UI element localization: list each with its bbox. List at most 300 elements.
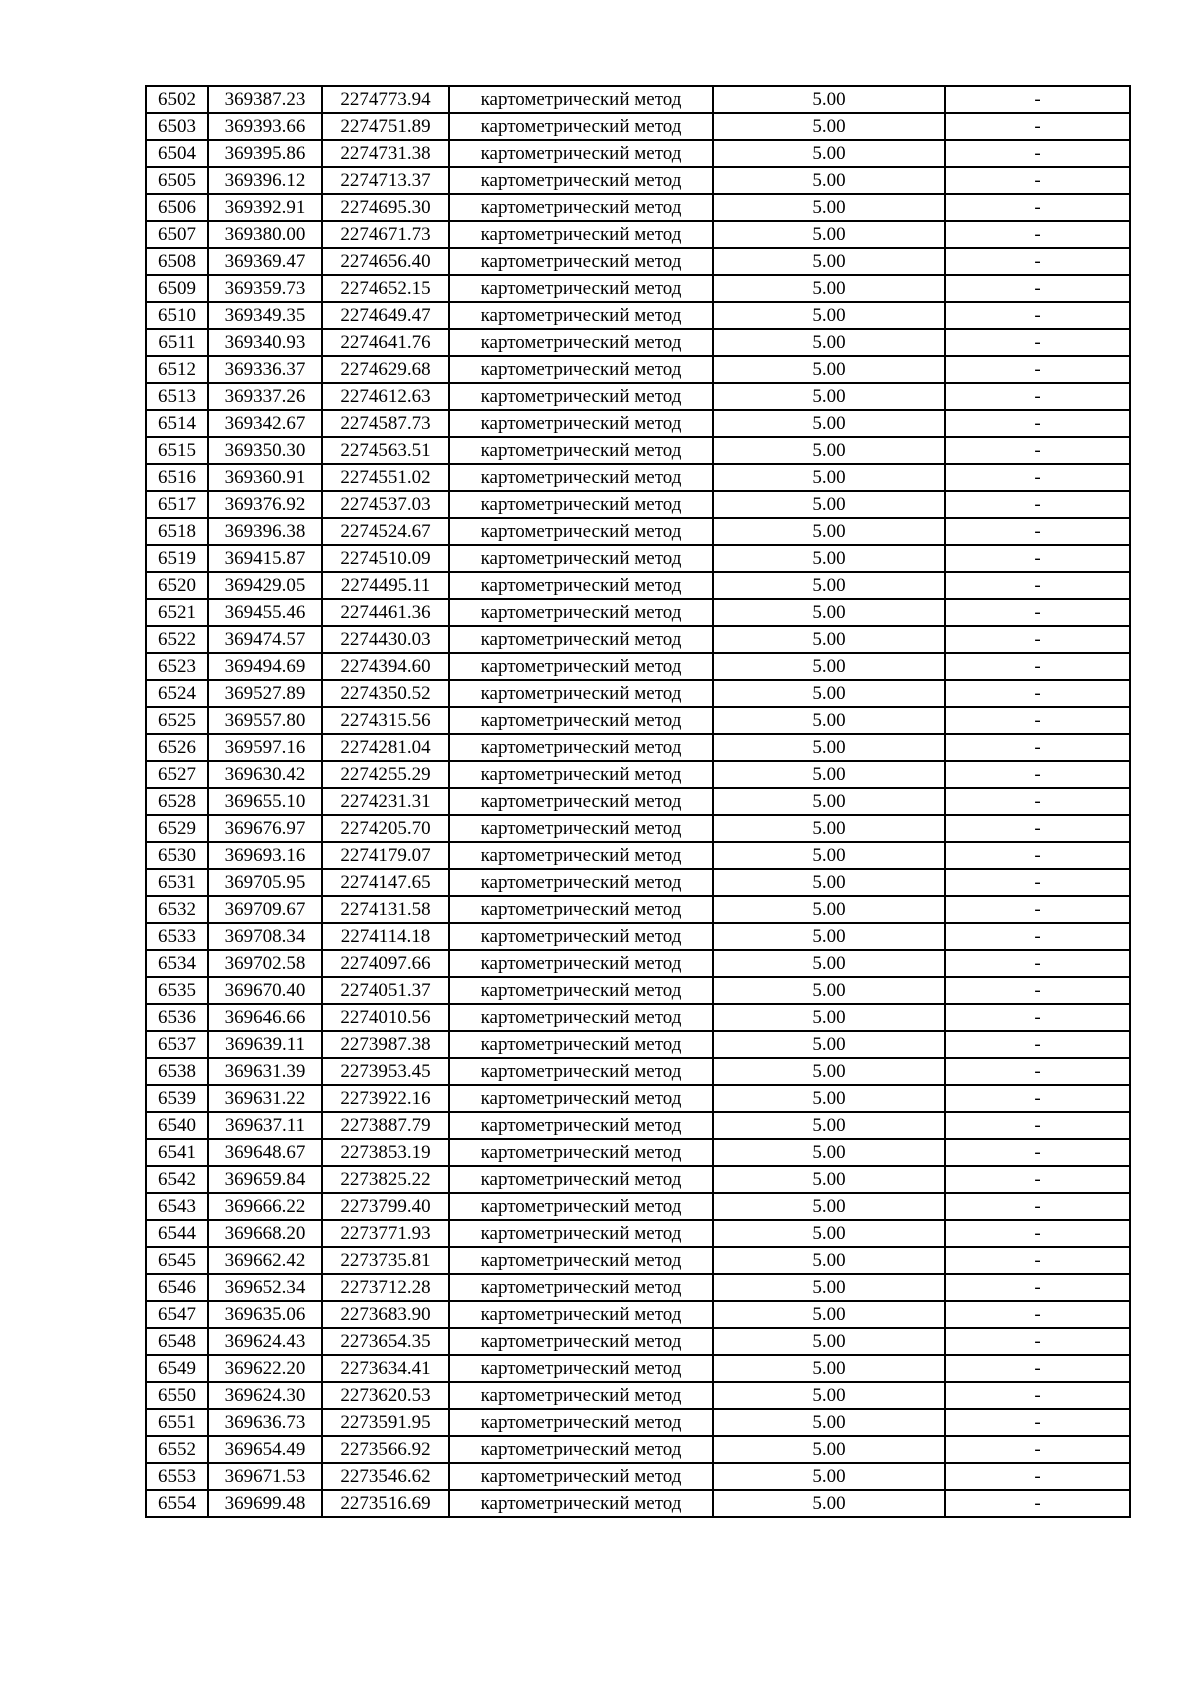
y-coordinate-cell: 2274695.30 [322, 194, 449, 221]
table-row [146, 1220, 1130, 1247]
x-coordinate-cell: 369652.34 [208, 1274, 322, 1301]
x-coordinate-cell: 369557.80 [208, 707, 322, 734]
note-cell: - [945, 1004, 1130, 1031]
note-cell: - [945, 1031, 1130, 1058]
y-coordinate-cell: 2274713.37 [322, 167, 449, 194]
method-cell: картометрический метод [449, 302, 713, 329]
method-cell: картометрический метод [449, 599, 713, 626]
point-number-cell: 6511 [146, 329, 208, 356]
table-row [146, 437, 1130, 464]
accuracy-cell: 5.00 [713, 1139, 945, 1166]
y-coordinate-cell: 2273922.16 [322, 1085, 449, 1112]
table-row [146, 248, 1130, 275]
table-row [146, 329, 1130, 356]
note-cell: - [945, 221, 1130, 248]
x-coordinate-cell: 369624.43 [208, 1328, 322, 1355]
point-number-cell: 6512 [146, 356, 208, 383]
method-cell: картометрический метод [449, 788, 713, 815]
method-cell: картометрический метод [449, 248, 713, 275]
point-number-cell: 6523 [146, 653, 208, 680]
accuracy-cell: 5.00 [713, 329, 945, 356]
x-coordinate-cell: 369349.35 [208, 302, 322, 329]
point-number-cell: 6524 [146, 680, 208, 707]
x-coordinate-cell: 369376.92 [208, 491, 322, 518]
point-number-cell: 6551 [146, 1409, 208, 1436]
table-row [146, 869, 1130, 896]
y-coordinate-cell: 2274495.11 [322, 572, 449, 599]
y-coordinate-cell: 2274231.31 [322, 788, 449, 815]
note-cell: - [945, 1301, 1130, 1328]
y-coordinate-cell: 2274315.56 [322, 707, 449, 734]
note-cell: - [945, 761, 1130, 788]
x-coordinate-cell: 369340.93 [208, 329, 322, 356]
x-coordinate-cell: 369395.86 [208, 140, 322, 167]
accuracy-cell: 5.00 [713, 653, 945, 680]
accuracy-cell: 5.00 [713, 167, 945, 194]
method-cell: картометрический метод [449, 437, 713, 464]
method-cell: картометрический метод [449, 1328, 713, 1355]
point-number-cell: 6534 [146, 950, 208, 977]
point-number-cell: 6545 [146, 1247, 208, 1274]
point-number-cell: 6525 [146, 707, 208, 734]
x-coordinate-cell: 369635.06 [208, 1301, 322, 1328]
method-cell: картометрический метод [449, 1031, 713, 1058]
table-row [146, 356, 1130, 383]
note-cell: - [945, 734, 1130, 761]
accuracy-cell: 5.00 [713, 464, 945, 491]
x-coordinate-cell: 369380.00 [208, 221, 322, 248]
method-cell: картометрический метод [449, 518, 713, 545]
note-cell: - [945, 275, 1130, 302]
note-cell: - [945, 869, 1130, 896]
x-coordinate-cell: 369387.23 [208, 86, 322, 113]
x-coordinate-cell: 369636.73 [208, 1409, 322, 1436]
point-number-cell: 6540 [146, 1112, 208, 1139]
y-coordinate-cell: 2274629.68 [322, 356, 449, 383]
accuracy-cell: 5.00 [713, 1112, 945, 1139]
x-coordinate-cell: 369455.46 [208, 599, 322, 626]
table-row [146, 1301, 1130, 1328]
accuracy-cell: 5.00 [713, 518, 945, 545]
y-coordinate-cell: 2273953.45 [322, 1058, 449, 1085]
point-number-cell: 6513 [146, 383, 208, 410]
y-coordinate-cell: 2274097.66 [322, 950, 449, 977]
table-row [146, 1409, 1130, 1436]
x-coordinate-cell: 369360.91 [208, 464, 322, 491]
method-cell: картометрический метод [449, 275, 713, 302]
note-cell: - [945, 302, 1130, 329]
point-number-cell: 6542 [146, 1166, 208, 1193]
y-coordinate-cell: 2274773.94 [322, 86, 449, 113]
accuracy-cell: 5.00 [713, 1490, 945, 1517]
accuracy-cell: 5.00 [713, 707, 945, 734]
accuracy-cell: 5.00 [713, 1220, 945, 1247]
table-row [146, 1274, 1130, 1301]
note-cell: - [945, 1058, 1130, 1085]
table-row [146, 1085, 1130, 1112]
note-cell: - [945, 518, 1130, 545]
y-coordinate-cell: 2273566.92 [322, 1436, 449, 1463]
x-coordinate-cell: 369670.40 [208, 977, 322, 1004]
accuracy-cell: 5.00 [713, 437, 945, 464]
table-row [146, 1328, 1130, 1355]
x-coordinate-cell: 369668.20 [208, 1220, 322, 1247]
table-row [146, 221, 1130, 248]
accuracy-cell: 5.00 [713, 599, 945, 626]
x-coordinate-cell: 369527.89 [208, 680, 322, 707]
note-cell: - [945, 1085, 1130, 1112]
table-row [146, 275, 1130, 302]
point-number-cell: 6506 [146, 194, 208, 221]
table-row [146, 1112, 1130, 1139]
y-coordinate-cell: 2274671.73 [322, 221, 449, 248]
point-number-cell: 6535 [146, 977, 208, 1004]
table-row [146, 923, 1130, 950]
method-cell: картометрический метод [449, 1355, 713, 1382]
point-number-cell: 6518 [146, 518, 208, 545]
note-cell: - [945, 1490, 1130, 1517]
y-coordinate-cell: 2274205.70 [322, 815, 449, 842]
note-cell: - [945, 140, 1130, 167]
table-row [146, 302, 1130, 329]
accuracy-cell: 5.00 [713, 734, 945, 761]
note-cell: - [945, 356, 1130, 383]
y-coordinate-cell: 2273853.19 [322, 1139, 449, 1166]
method-cell: картометрический метод [449, 680, 713, 707]
y-coordinate-cell: 2274461.36 [322, 599, 449, 626]
x-coordinate-cell: 369415.87 [208, 545, 322, 572]
method-cell: картометрический метод [449, 1193, 713, 1220]
note-cell: - [945, 1247, 1130, 1274]
method-cell: картометрический метод [449, 572, 713, 599]
y-coordinate-cell: 2273825.22 [322, 1166, 449, 1193]
point-number-cell: 6530 [146, 842, 208, 869]
x-coordinate-cell: 369702.58 [208, 950, 322, 977]
table-row [146, 734, 1130, 761]
y-coordinate-cell: 2274731.38 [322, 140, 449, 167]
accuracy-cell: 5.00 [713, 1328, 945, 1355]
note-cell: - [945, 680, 1130, 707]
method-cell: картометрический метод [449, 1301, 713, 1328]
point-number-cell: 6533 [146, 923, 208, 950]
note-cell: - [945, 842, 1130, 869]
accuracy-cell: 5.00 [713, 1409, 945, 1436]
method-cell: картометрический метод [449, 545, 713, 572]
y-coordinate-cell: 2274394.60 [322, 653, 449, 680]
y-coordinate-cell: 2274537.03 [322, 491, 449, 518]
point-number-cell: 6536 [146, 1004, 208, 1031]
y-coordinate-cell: 2273987.38 [322, 1031, 449, 1058]
x-coordinate-cell: 369494.69 [208, 653, 322, 680]
point-number-cell: 6548 [146, 1328, 208, 1355]
x-coordinate-cell: 369392.91 [208, 194, 322, 221]
accuracy-cell: 5.00 [713, 491, 945, 518]
accuracy-cell: 5.00 [713, 977, 945, 1004]
point-number-cell: 6546 [146, 1274, 208, 1301]
table-row [146, 599, 1130, 626]
accuracy-cell: 5.00 [713, 86, 945, 113]
table-body [146, 86, 1130, 1517]
x-coordinate-cell: 369474.57 [208, 626, 322, 653]
table-row [146, 167, 1130, 194]
table-row [146, 788, 1130, 815]
method-cell: картометрический метод [449, 1274, 713, 1301]
table-row [146, 1193, 1130, 1220]
table-row [146, 518, 1130, 545]
table-row [146, 383, 1130, 410]
y-coordinate-cell: 2274430.03 [322, 626, 449, 653]
point-number-cell: 6527 [146, 761, 208, 788]
x-coordinate-cell: 369693.16 [208, 842, 322, 869]
table-row [146, 626, 1130, 653]
y-coordinate-cell: 2274114.18 [322, 923, 449, 950]
point-number-cell: 6531 [146, 869, 208, 896]
method-cell: картометрический метод [449, 1409, 713, 1436]
note-cell: - [945, 1220, 1130, 1247]
note-cell: - [945, 1193, 1130, 1220]
accuracy-cell: 5.00 [713, 275, 945, 302]
method-cell: картометрический метод [449, 221, 713, 248]
point-number-cell: 6505 [146, 167, 208, 194]
method-cell: картометрический метод [449, 194, 713, 221]
point-number-cell: 6517 [146, 491, 208, 518]
method-cell: картометрический метод [449, 653, 713, 680]
table-row [146, 1004, 1130, 1031]
y-coordinate-cell: 2273771.93 [322, 1220, 449, 1247]
accuracy-cell: 5.00 [713, 221, 945, 248]
y-coordinate-cell: 2274551.02 [322, 464, 449, 491]
point-number-cell: 6547 [146, 1301, 208, 1328]
note-cell: - [945, 950, 1130, 977]
accuracy-cell: 5.00 [713, 815, 945, 842]
y-coordinate-cell: 2274563.51 [322, 437, 449, 464]
x-coordinate-cell: 369639.11 [208, 1031, 322, 1058]
method-cell: картометрический метод [449, 815, 713, 842]
x-coordinate-cell: 369369.47 [208, 248, 322, 275]
note-cell: - [945, 626, 1130, 653]
note-cell: - [945, 707, 1130, 734]
x-coordinate-cell: 369637.11 [208, 1112, 322, 1139]
table-row [146, 680, 1130, 707]
accuracy-cell: 5.00 [713, 1166, 945, 1193]
note-cell: - [945, 1274, 1130, 1301]
accuracy-cell: 5.00 [713, 842, 945, 869]
accuracy-cell: 5.00 [713, 680, 945, 707]
y-coordinate-cell: 2273620.53 [322, 1382, 449, 1409]
coordinates-table [145, 85, 1131, 1518]
accuracy-cell: 5.00 [713, 626, 945, 653]
note-cell: - [945, 437, 1130, 464]
table-row [146, 113, 1130, 140]
x-coordinate-cell: 369631.22 [208, 1085, 322, 1112]
table-row [146, 842, 1130, 869]
note-cell: - [945, 1463, 1130, 1490]
method-cell: картометрический метод [449, 1004, 713, 1031]
accuracy-cell: 5.00 [713, 410, 945, 437]
x-coordinate-cell: 369709.67 [208, 896, 322, 923]
point-number-cell: 6554 [146, 1490, 208, 1517]
y-coordinate-cell: 2274147.65 [322, 869, 449, 896]
accuracy-cell: 5.00 [713, 1463, 945, 1490]
note-cell: - [945, 923, 1130, 950]
method-cell: картометрический метод [449, 977, 713, 1004]
point-number-cell: 6549 [146, 1355, 208, 1382]
table-row [146, 653, 1130, 680]
y-coordinate-cell: 2274612.63 [322, 383, 449, 410]
x-coordinate-cell: 369655.10 [208, 788, 322, 815]
accuracy-cell: 5.00 [713, 545, 945, 572]
method-cell: картометрический метод [449, 707, 713, 734]
note-cell: - [945, 329, 1130, 356]
x-coordinate-cell: 369662.42 [208, 1247, 322, 1274]
y-coordinate-cell: 2274350.52 [322, 680, 449, 707]
table-row [146, 86, 1130, 113]
method-cell: картометрический метод [449, 1139, 713, 1166]
x-coordinate-cell: 369342.67 [208, 410, 322, 437]
accuracy-cell: 5.00 [713, 113, 945, 140]
method-cell: картометрический метод [449, 140, 713, 167]
accuracy-cell: 5.00 [713, 761, 945, 788]
note-cell: - [945, 464, 1130, 491]
x-coordinate-cell: 369350.30 [208, 437, 322, 464]
y-coordinate-cell: 2273712.28 [322, 1274, 449, 1301]
point-number-cell: 6510 [146, 302, 208, 329]
accuracy-cell: 5.00 [713, 1274, 945, 1301]
x-coordinate-cell: 369337.26 [208, 383, 322, 410]
method-cell: картометрический метод [449, 923, 713, 950]
y-coordinate-cell: 2273683.90 [322, 1301, 449, 1328]
x-coordinate-cell: 369359.73 [208, 275, 322, 302]
note-cell: - [945, 1112, 1130, 1139]
point-number-cell: 6550 [146, 1382, 208, 1409]
y-coordinate-cell: 2274255.29 [322, 761, 449, 788]
accuracy-cell: 5.00 [713, 1193, 945, 1220]
accuracy-cell: 5.00 [713, 950, 945, 977]
point-number-cell: 6514 [146, 410, 208, 437]
x-coordinate-cell: 369429.05 [208, 572, 322, 599]
accuracy-cell: 5.00 [713, 1004, 945, 1031]
note-cell: - [945, 977, 1130, 1004]
x-coordinate-cell: 369659.84 [208, 1166, 322, 1193]
point-number-cell: 6538 [146, 1058, 208, 1085]
table-row [146, 1139, 1130, 1166]
table-row [146, 1355, 1130, 1382]
point-number-cell: 6532 [146, 896, 208, 923]
accuracy-cell: 5.00 [713, 788, 945, 815]
method-cell: картометрический метод [449, 113, 713, 140]
point-number-cell: 6529 [146, 815, 208, 842]
table-row [146, 491, 1130, 518]
note-cell: - [945, 1355, 1130, 1382]
table-row [146, 1382, 1130, 1409]
x-coordinate-cell: 369666.22 [208, 1193, 322, 1220]
table-row [146, 410, 1130, 437]
accuracy-cell: 5.00 [713, 194, 945, 221]
method-cell: картометрический метод [449, 1247, 713, 1274]
point-number-cell: 6520 [146, 572, 208, 599]
point-number-cell: 6544 [146, 1220, 208, 1247]
method-cell: картометрический метод [449, 1490, 713, 1517]
y-coordinate-cell: 2274587.73 [322, 410, 449, 437]
table-row [146, 194, 1130, 221]
point-number-cell: 6509 [146, 275, 208, 302]
point-number-cell: 6504 [146, 140, 208, 167]
point-number-cell: 6539 [146, 1085, 208, 1112]
note-cell: - [945, 788, 1130, 815]
point-number-cell: 6522 [146, 626, 208, 653]
accuracy-cell: 5.00 [713, 572, 945, 599]
accuracy-cell: 5.00 [713, 896, 945, 923]
x-coordinate-cell: 369393.66 [208, 113, 322, 140]
accuracy-cell: 5.00 [713, 869, 945, 896]
x-coordinate-cell: 369705.95 [208, 869, 322, 896]
y-coordinate-cell: 2273887.79 [322, 1112, 449, 1139]
table-row [146, 1058, 1130, 1085]
note-cell: - [945, 491, 1130, 518]
accuracy-cell: 5.00 [713, 248, 945, 275]
y-coordinate-cell: 2274010.56 [322, 1004, 449, 1031]
accuracy-cell: 5.00 [713, 1031, 945, 1058]
method-cell: картометрический метод [449, 1436, 713, 1463]
point-number-cell: 6553 [146, 1463, 208, 1490]
method-cell: картометрический метод [449, 1085, 713, 1112]
table-row [146, 464, 1130, 491]
point-number-cell: 6552 [146, 1436, 208, 1463]
y-coordinate-cell: 2274641.76 [322, 329, 449, 356]
method-cell: картометрический метод [449, 1166, 713, 1193]
x-coordinate-cell: 369676.97 [208, 815, 322, 842]
method-cell: картометрический метод [449, 1058, 713, 1085]
accuracy-cell: 5.00 [713, 1355, 945, 1382]
x-coordinate-cell: 369654.49 [208, 1436, 322, 1463]
point-number-cell: 6515 [146, 437, 208, 464]
method-cell: картометрический метод [449, 86, 713, 113]
note-cell: - [945, 167, 1130, 194]
x-coordinate-cell: 369624.30 [208, 1382, 322, 1409]
method-cell: картометрический метод [449, 1463, 713, 1490]
note-cell: - [945, 194, 1130, 221]
note-cell: - [945, 86, 1130, 113]
point-number-cell: 6516 [146, 464, 208, 491]
method-cell: картометрический метод [449, 464, 713, 491]
y-coordinate-cell: 2273516.69 [322, 1490, 449, 1517]
table-row [146, 1463, 1130, 1490]
x-coordinate-cell: 369396.12 [208, 167, 322, 194]
method-cell: картометрический метод [449, 1112, 713, 1139]
method-cell: картометрический метод [449, 410, 713, 437]
accuracy-cell: 5.00 [713, 1085, 945, 1112]
y-coordinate-cell: 2274131.58 [322, 896, 449, 923]
point-number-cell: 6519 [146, 545, 208, 572]
table-row [146, 1166, 1130, 1193]
method-cell: картометрический метод [449, 896, 713, 923]
y-coordinate-cell: 2274281.04 [322, 734, 449, 761]
table-row [146, 707, 1130, 734]
point-number-cell: 6537 [146, 1031, 208, 1058]
table-row [146, 140, 1130, 167]
x-coordinate-cell: 369671.53 [208, 1463, 322, 1490]
x-coordinate-cell: 369622.20 [208, 1355, 322, 1382]
table-row [146, 896, 1130, 923]
table-row [146, 950, 1130, 977]
table-row [146, 1031, 1130, 1058]
note-cell: - [945, 248, 1130, 275]
y-coordinate-cell: 2273591.95 [322, 1409, 449, 1436]
y-coordinate-cell: 2274751.89 [322, 113, 449, 140]
y-coordinate-cell: 2273634.41 [322, 1355, 449, 1382]
accuracy-cell: 5.00 [713, 923, 945, 950]
note-cell: - [945, 1382, 1130, 1409]
